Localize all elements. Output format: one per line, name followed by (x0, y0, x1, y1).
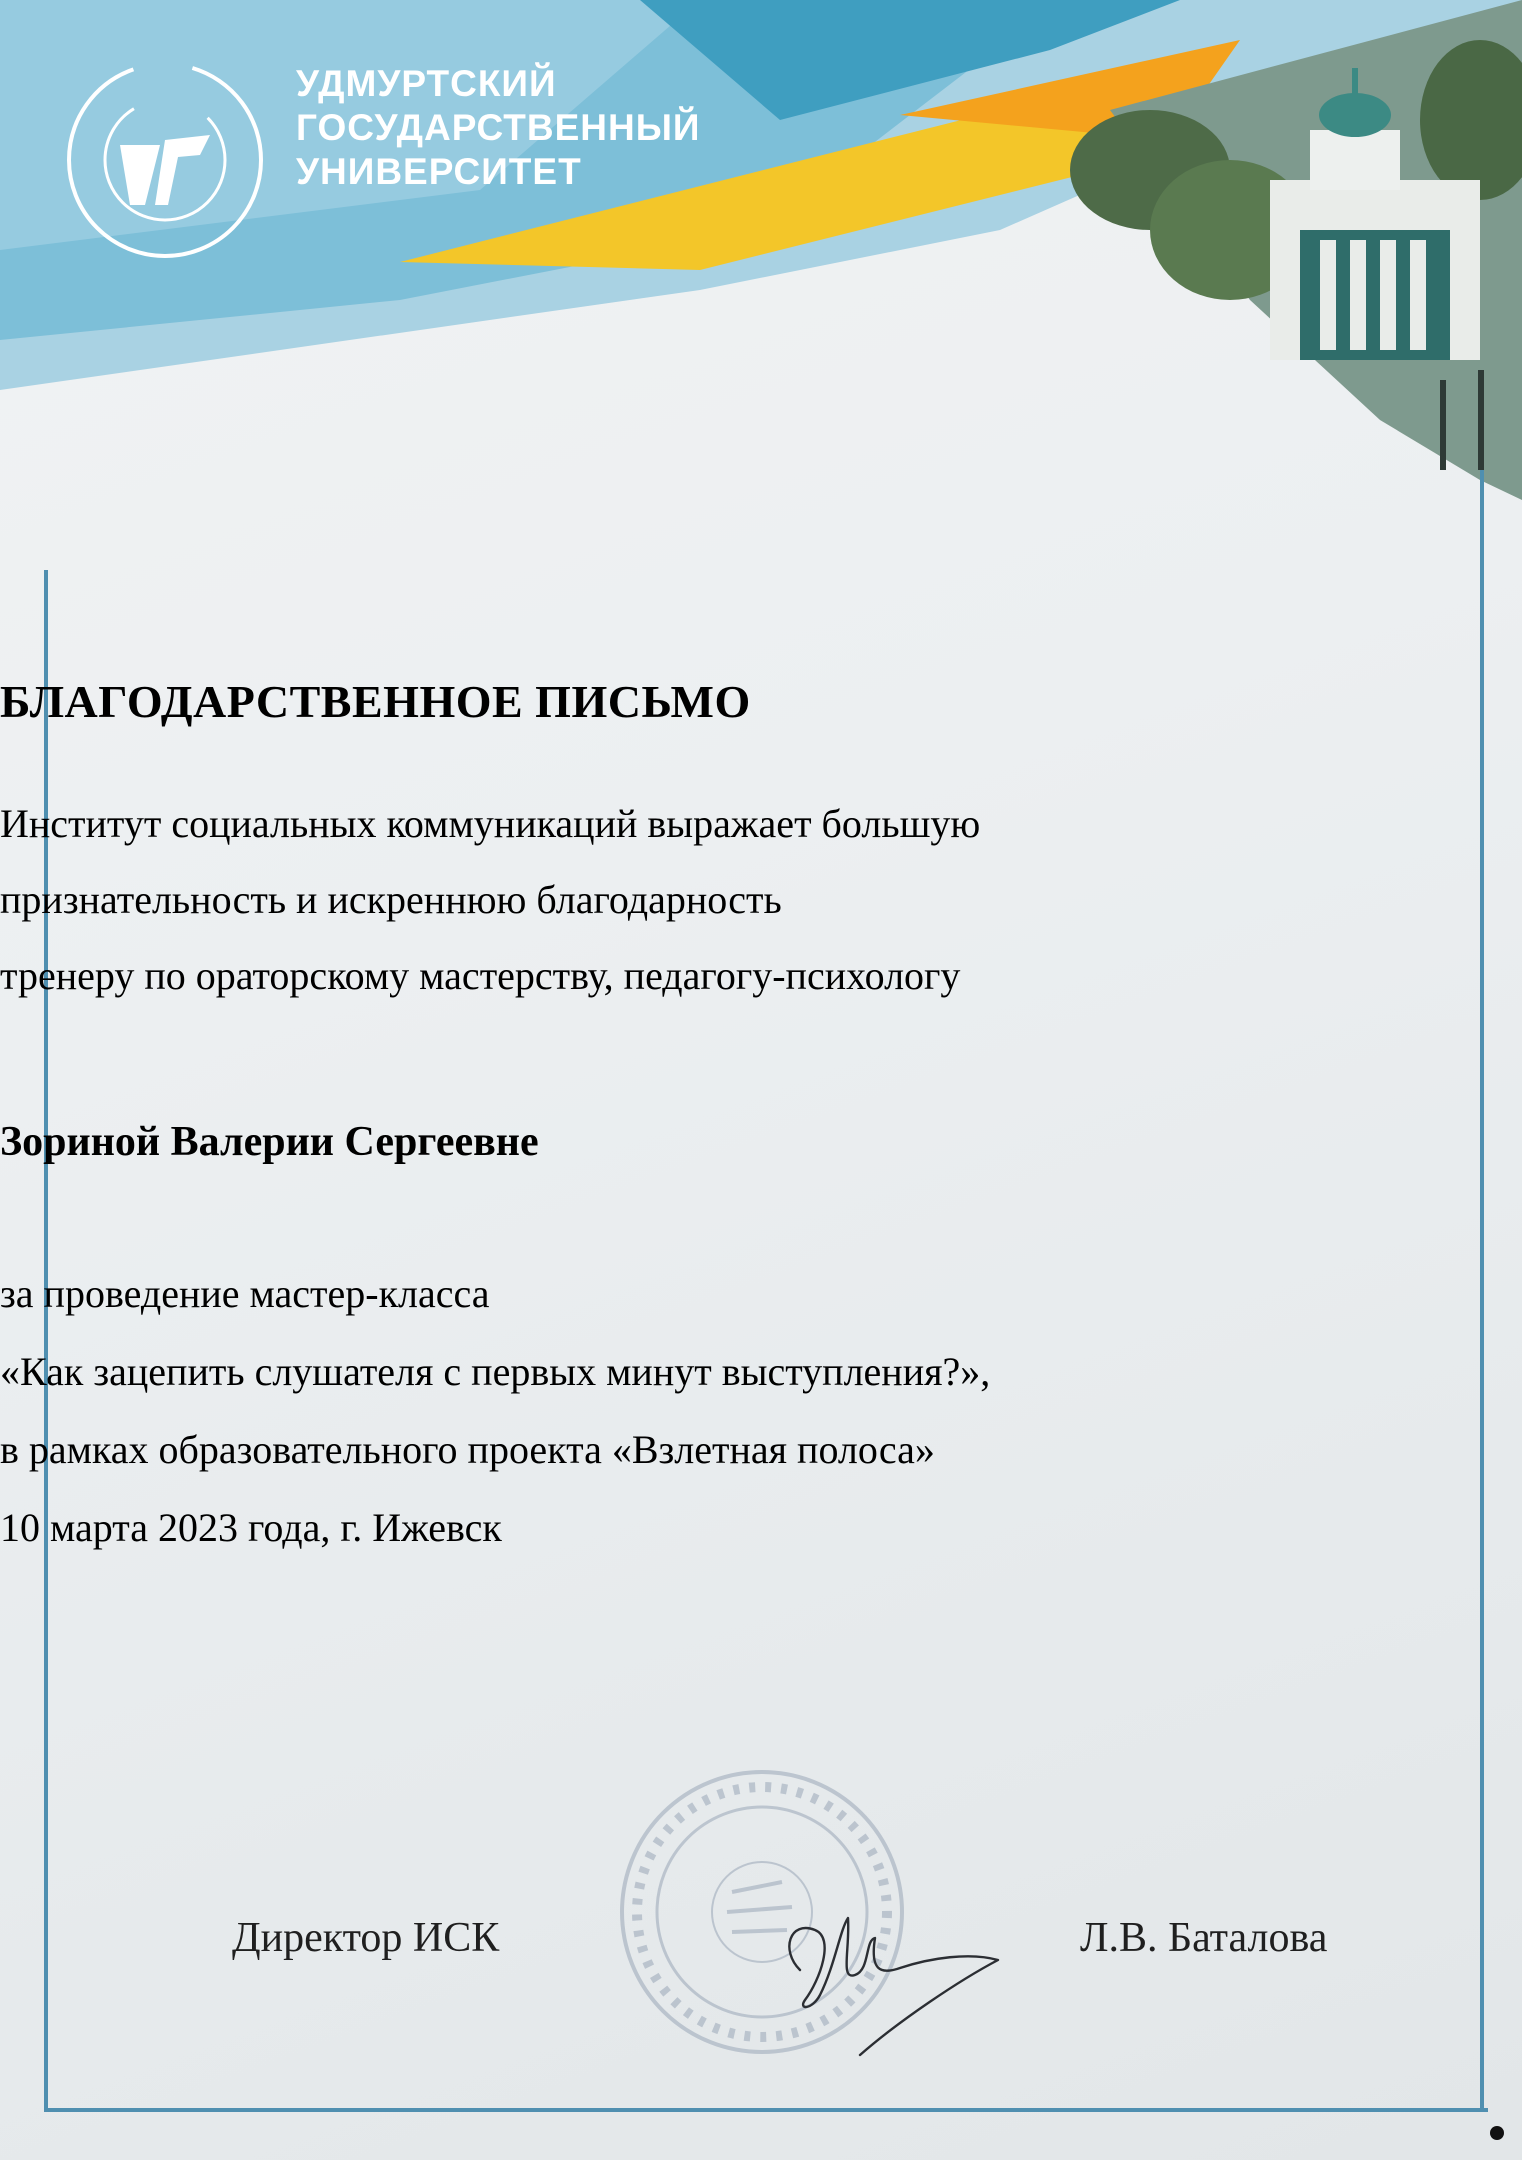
university-logo (60, 55, 270, 265)
reason-line-1: за проведение мастер-класса (0, 1271, 490, 1316)
handwritten-signature (760, 1860, 1010, 2060)
university-name-line-3: УНИВЕРСИТЕТ (296, 151, 582, 192)
corner-dot (1490, 2126, 1504, 2140)
university-name-line-1: УДМУРТСКИЙ (296, 63, 557, 104)
letter-title: БЛАГОДАРСТВЕННОЕ ПИСЬМО (0, 676, 751, 727)
intro-line-1: Институт социальных коммуникаций выражает большую (0, 801, 981, 846)
recipient-name: Зориной Валерии Сергеевне (0, 1119, 539, 1165)
university-name (296, 62, 701, 194)
intro-line-2: признательность и искреннюю благодарность (0, 877, 782, 922)
intro-line-3: тренеру по ораторскому мастерству, педагогу-психологу (0, 953, 961, 998)
university-name-line-2: ГОСУДАРСТВЕННЫЙ (296, 107, 701, 148)
signatory-position: Директор ИСК (232, 1915, 500, 1961)
signatory-name: Л.В. Баталова (1080, 1915, 1328, 1961)
reason-line-4: 10 марта 2023 года, г. Ижевск (0, 1505, 502, 1550)
reason-line-2: «Как зацепить слушателя с первых минут выступления?», (0, 1349, 991, 1394)
reason-line-3: в рамках образовательного проекта «Взлетная полоса» (0, 1427, 935, 1472)
